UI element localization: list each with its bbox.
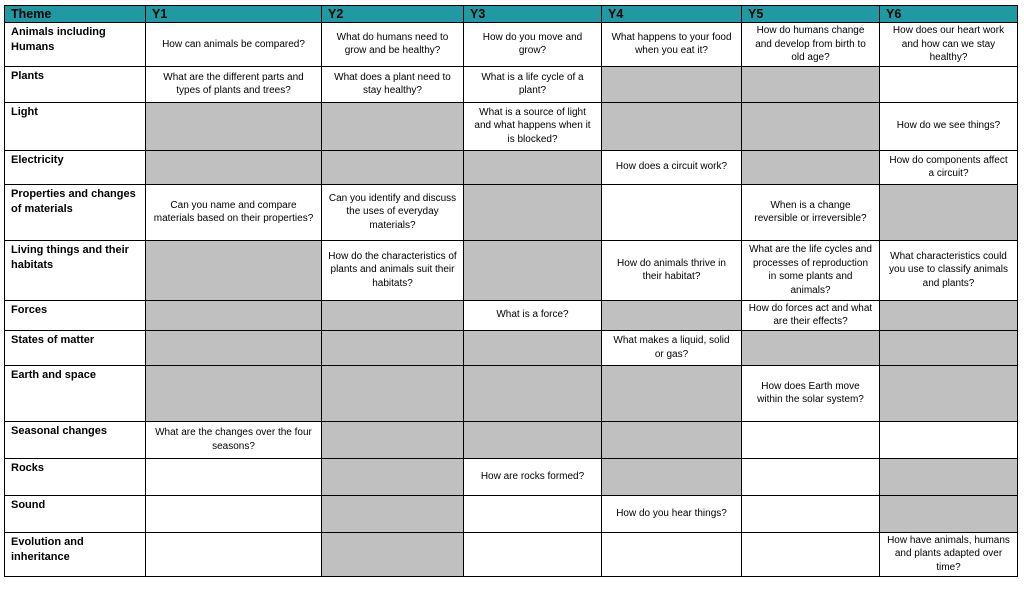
unavailable-cell	[146, 240, 322, 300]
empty-cell	[602, 532, 742, 576]
unavailable-cell	[880, 300, 1018, 330]
empty-cell	[880, 66, 1018, 102]
unavailable-cell	[464, 150, 602, 184]
header-y2: Y2	[322, 6, 464, 23]
unavailable-cell	[322, 150, 464, 184]
header-y5: Y5	[742, 6, 880, 23]
unavailable-cell	[322, 458, 464, 495]
table-row	[5, 421, 1018, 458]
unavailable-cell	[602, 458, 742, 495]
question-cell: What do humans need to grow and be healthy?	[322, 23, 464, 67]
question-cell: How does a circuit work?	[602, 150, 742, 184]
question-cell: How can animals be compared?	[146, 23, 322, 67]
unavailable-cell	[322, 421, 464, 458]
empty-cell	[146, 495, 322, 532]
table-row	[5, 184, 1018, 240]
table-row	[5, 532, 1018, 576]
question-cell: How does our heart work and how can we stay healthy?	[880, 23, 1018, 67]
header-y1: Y1	[146, 6, 322, 23]
question-cell: How do animals thrive in their habitat?	[602, 240, 742, 300]
question-cell: When is a change reversible or irreversible?	[742, 184, 880, 240]
question-cell: How have animals, humans and plants adapted over time?	[880, 532, 1018, 576]
unavailable-cell	[146, 330, 322, 365]
theme-label: Animals including Humans	[5, 23, 146, 67]
curriculum-table-container	[4, 5, 1018, 577]
question-cell: What are the different parts and types of plants and trees?	[146, 66, 322, 102]
table-row	[5, 23, 1018, 67]
unavailable-cell	[742, 66, 880, 102]
table-row	[5, 66, 1018, 102]
unavailable-cell	[880, 184, 1018, 240]
empty-cell	[742, 495, 880, 532]
unavailable-cell	[464, 184, 602, 240]
question-cell: How do you move and grow?	[464, 23, 602, 67]
theme-label: States of matter	[5, 330, 146, 365]
unavailable-cell	[322, 495, 464, 532]
unavailable-cell	[602, 365, 742, 421]
science-curriculum-table	[4, 5, 1018, 577]
unavailable-cell	[146, 300, 322, 330]
unavailable-cell	[880, 330, 1018, 365]
unavailable-cell	[742, 102, 880, 150]
unavailable-cell	[602, 66, 742, 102]
unavailable-cell	[742, 150, 880, 184]
header-theme: Theme	[5, 6, 146, 23]
unavailable-cell	[146, 365, 322, 421]
unavailable-cell	[464, 330, 602, 365]
question-cell: How do you hear things?	[602, 495, 742, 532]
header-y4: Y4	[602, 6, 742, 23]
table-row	[5, 150, 1018, 184]
table-row	[5, 240, 1018, 300]
theme-label: Living things and their habitats	[5, 240, 146, 300]
header-y6: Y6	[880, 6, 1018, 23]
theme-label: Rocks	[5, 458, 146, 495]
question-cell: What characteristics could you use to classify animals and plants?	[880, 240, 1018, 300]
table-row	[5, 330, 1018, 365]
question-cell: How do forces act and what are their effects?	[742, 300, 880, 330]
theme-label: Plants	[5, 66, 146, 102]
table-row	[5, 300, 1018, 330]
unavailable-cell	[880, 458, 1018, 495]
question-cell: What are the life cycles and processes of reproduction in some plants and animals?	[742, 240, 880, 300]
question-cell: Can you identify and discuss the uses of everyday materials?	[322, 184, 464, 240]
unavailable-cell	[322, 330, 464, 365]
unavailable-cell	[602, 102, 742, 150]
unavailable-cell	[464, 421, 602, 458]
unavailable-cell	[464, 365, 602, 421]
header-row	[5, 6, 1018, 23]
theme-label: Evolution and inheritance	[5, 532, 146, 576]
unavailable-cell	[146, 150, 322, 184]
theme-label: Light	[5, 102, 146, 150]
question-cell: How does Earth move within the solar system?	[742, 365, 880, 421]
unavailable-cell	[602, 421, 742, 458]
question-cell: What is a source of light and what happens when it is blocked?	[464, 102, 602, 150]
unavailable-cell	[322, 300, 464, 330]
question-cell: What is a force?	[464, 300, 602, 330]
question-cell: How are rocks formed?	[464, 458, 602, 495]
question-cell: What does a plant need to stay healthy?	[322, 66, 464, 102]
empty-cell	[602, 184, 742, 240]
theme-label: Electricity	[5, 150, 146, 184]
header-y3: Y3	[464, 6, 602, 23]
unavailable-cell	[880, 495, 1018, 532]
question-cell: What are the changes over the four seasons?	[146, 421, 322, 458]
unavailable-cell	[322, 102, 464, 150]
question-cell: What is a life cycle of a plant?	[464, 66, 602, 102]
question-cell: What makes a liquid, solid or gas?	[602, 330, 742, 365]
empty-cell	[464, 495, 602, 532]
empty-cell	[742, 532, 880, 576]
table-row	[5, 102, 1018, 150]
empty-cell	[146, 458, 322, 495]
unavailable-cell	[464, 240, 602, 300]
theme-label: Earth and space	[5, 365, 146, 421]
empty-cell	[742, 458, 880, 495]
empty-cell	[464, 532, 602, 576]
question-cell: How do components affect a circuit?	[880, 150, 1018, 184]
table-row	[5, 458, 1018, 495]
table-row	[5, 495, 1018, 532]
empty-cell	[880, 421, 1018, 458]
question-cell: How do we see things?	[880, 102, 1018, 150]
empty-cell	[146, 532, 322, 576]
table-row	[5, 365, 1018, 421]
unavailable-cell	[322, 365, 464, 421]
theme-label: Forces	[5, 300, 146, 330]
theme-label: Seasonal changes	[5, 421, 146, 458]
table-body	[5, 23, 1018, 577]
question-cell: How do the characteristics of plants and animals suit their habitats?	[322, 240, 464, 300]
theme-label: Properties and changes of materials	[5, 184, 146, 240]
theme-label: Sound	[5, 495, 146, 532]
question-cell: How do humans change and develop from birth to old age?	[742, 23, 880, 67]
empty-cell	[742, 421, 880, 458]
unavailable-cell	[146, 102, 322, 150]
unavailable-cell	[322, 532, 464, 576]
question-cell: Can you name and compare materials based on their properties?	[146, 184, 322, 240]
question-cell: What happens to your food when you eat it?	[602, 23, 742, 67]
unavailable-cell	[880, 365, 1018, 421]
unavailable-cell	[602, 300, 742, 330]
unavailable-cell	[742, 330, 880, 365]
